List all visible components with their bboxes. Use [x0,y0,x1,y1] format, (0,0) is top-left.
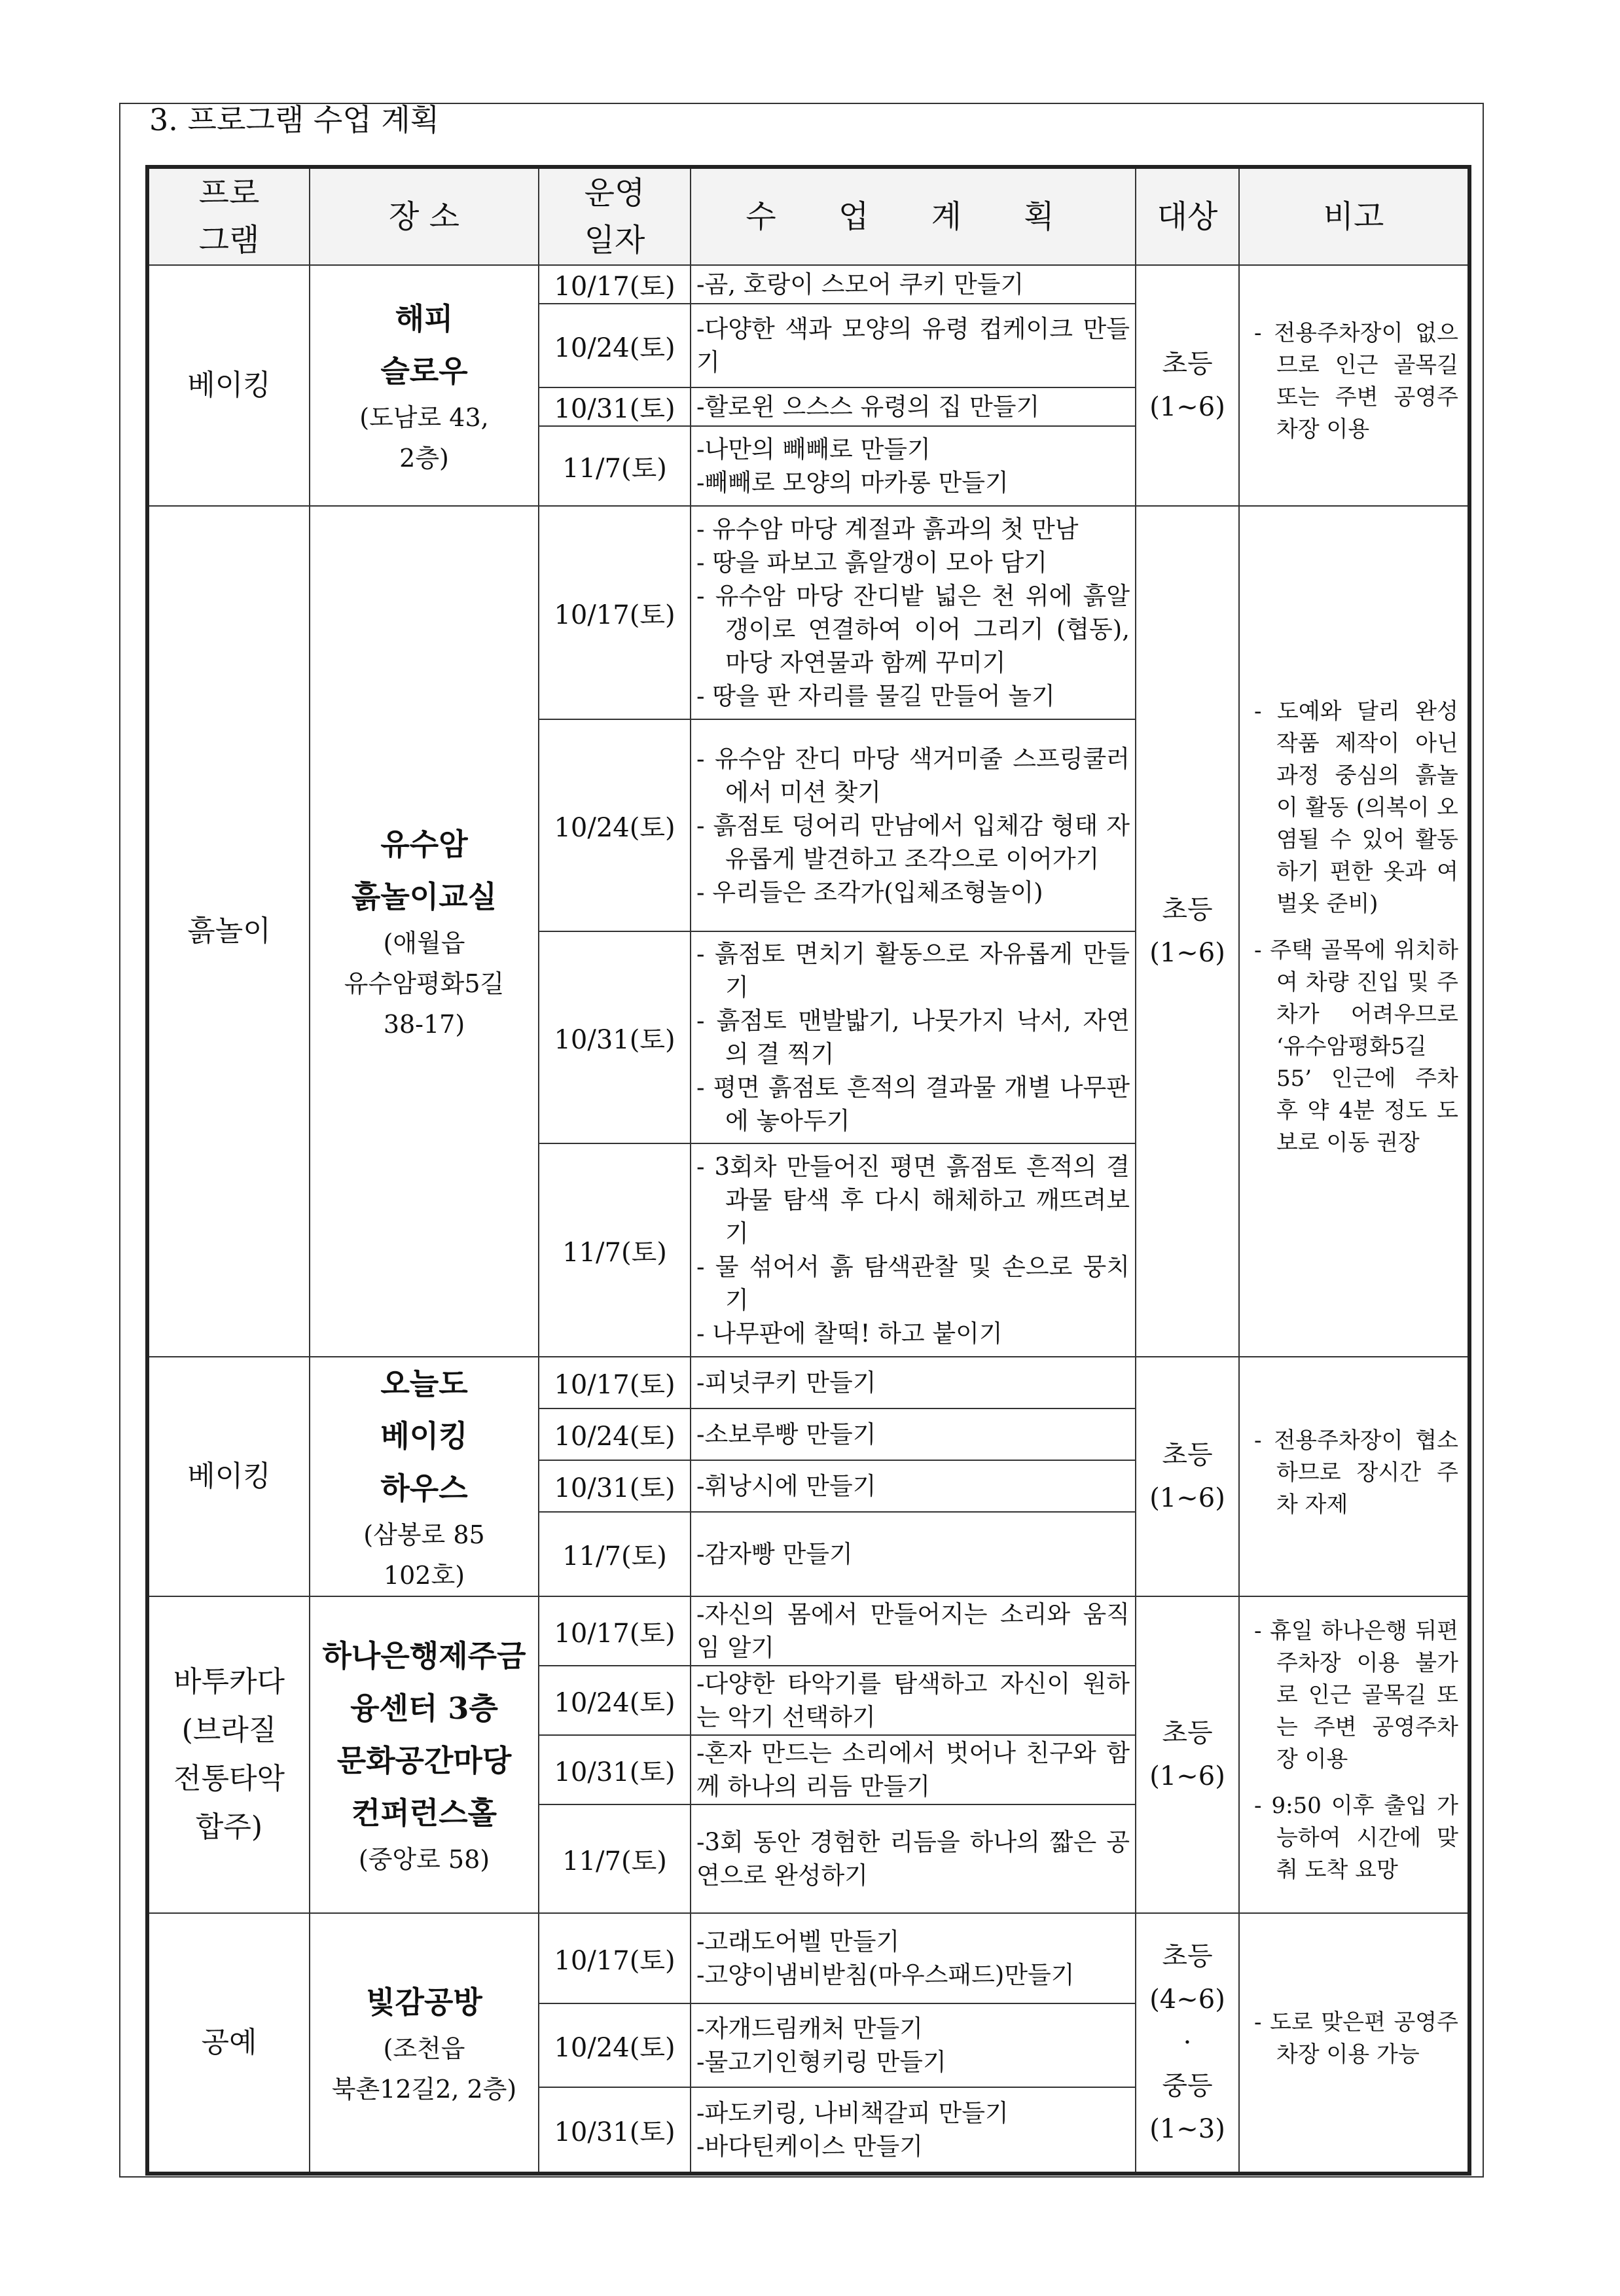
plan-cell: -곰, 호랑이 스모어 쿠키 만들기 [691,265,1136,304]
table-row [147,1596,1469,1666]
header-program: 프로 그램 [147,167,310,265]
date-cell: 10/24(토) [539,719,691,931]
note-cell: - 전용주차장이 협소하므로 장시간 주차 자제 [1239,1357,1469,1596]
plan-cell: -파도키링, 나비책갈피 만들기 -바다틴케이스 만들기 [691,2087,1136,2174]
date-cell: 11/7(토) [539,1804,691,1913]
note-cell: - 도예와 달리 완성 작품 제작이 아닌 과정 중심의 흙놀이 활동 (의복이 오염될 수 있어 활동하기 편한 옷과 여벌옷 준비) - 주택 골목에 위치하여 차량 진입 및 주차가 어려우므로 ‘유수암평화5길 55’ 인근에 주차 후 약 4분 정도 도보로 이동 권장 [1239,506,1469,1357]
program-cell: 공예 [147,1913,310,2174]
target-cell: 초등 (4~6) · 중등 (1~3) [1136,1913,1239,2174]
date-cell: 10/17(토) [539,1913,691,2003]
place-cell: 빛감공방 (조천읍 북촌12길2, 2층) [310,1913,539,2174]
target-cell: 초등 (1~6) [1136,506,1239,1357]
plan-cell: -할로윈 으스스 유령의 집 만들기 [691,387,1136,426]
plan-cell: - 흙점토 면치기 활동으로 자유롭게 만들기 - 흙점토 맨발밟기, 나뭇가지 낙서, 자연의 결 찍기 - 평면 흙점토 흔적의 결과물 개별 나무판에 놓아두기 [691,931,1136,1143]
table-row [147,1913,1469,2003]
target-cell: 초등 (1~6) [1136,1357,1239,1596]
place-cell: 유수암 흙놀이교실 (애월읍 유수암평화5길 38-17) [310,506,539,1357]
date-cell: 10/31(토) [539,387,691,426]
plan-cell: -혼자 만드는 소리에서 벗어나 친구와 함께 하나의 리듬 만들기 [691,1735,1136,1804]
table-row [147,265,1469,304]
header-plan: 수 업 계 획 [691,167,1136,265]
program-cell: 바투카다 (브라질 전통타악 합주) [147,1596,310,1913]
date-cell: 10/31(토) [539,1735,691,1804]
plan-cell: -3회 동안 경험한 리듬을 하나의 짧은 공연으로 완성하기 [691,1804,1136,1913]
date-cell: 10/24(토) [539,1408,691,1460]
note-cell: - 휴일 하나은행 뒤편 주차장 이용 불가로 인근 골목길 또는 주변 공영주차장 이용 - 9:50 이후 출입 가능하여 시간에 맞춰 도착 요망 [1239,1596,1469,1913]
note-cell: - 전용주차장이 없으므로 인근 골목길 또는 주변 공영주차장 이용 [1239,265,1469,506]
plan-cell: -다양한 타악기를 탐색하고 자신이 원하는 악기 선택하기 [691,1666,1136,1735]
date-cell: 10/24(토) [539,1666,691,1735]
program-schedule-table [145,165,1471,2176]
header-date: 운영 일자 [539,167,691,265]
date-cell: 10/17(토) [539,1596,691,1666]
place-cell: 해피 슬로우 (도남로 43, 2층) [310,265,539,506]
program-cell: 흙놀이 [147,506,310,1357]
date-cell: 10/24(토) [539,2003,691,2087]
plan-cell: -피넛쿠키 만들기 [691,1357,1136,1408]
date-cell: 10/17(토) [539,506,691,719]
program-cell: 베이킹 [147,265,310,506]
plan-cell: - 3회차 만들어진 평면 흙점토 흔적의 결과물 탐색 후 다시 해체하고 깨뜨려보기 - 물 섞어서 흙 탐색관찰 및 손으로 뭉치기 - 나무판에 찰떡! 하고 붙이기 [691,1143,1136,1357]
date-cell: 10/31(토) [539,1460,691,1512]
plan-cell: -휘낭시에 만들기 [691,1460,1136,1512]
table-header-row [147,167,1469,265]
plan-cell: -나만의 빼빼로 만들기 -빼빼로 모양의 마카롱 만들기 [691,426,1136,506]
plan-cell: - 유수암 마당 계절과 흙과의 첫 만남 - 땅을 파보고 흙알갱이 모아 담기 - 유수암 마당 잔디밭 넓은 천 위에 흙알갱이로 연결하여 이어 그리기 (협동), 마당 자연물과 함께 꾸미기 - 땅을 판 자리를 물길 만들어 놀기 [691,506,1136,719]
note-cell: - 도로 맞은편 공영주차장 이용 가능 [1239,1913,1469,2174]
date-cell: 10/31(토) [539,931,691,1143]
section-title: 3. 프로그램 수업 계획 [149,102,440,137]
table-row [147,506,1469,719]
plan-cell: - 유수암 잔디 마당 색거미줄 스프링쿨러에서 미션 찾기 - 흙점토 덩어리 만남에서 입체감 형태 자유롭게 발견하고 조각으로 이어가기 - 우리들은 조각가(입체조형놀이) [691,719,1136,931]
header-target: 대상 [1136,167,1239,265]
date-cell: 10/17(토) [539,1357,691,1408]
header-place: 장 소 [310,167,539,265]
date-cell: 11/7(토) [539,1512,691,1596]
date-cell: 11/7(토) [539,426,691,506]
date-cell: 10/31(토) [539,2087,691,2174]
plan-cell: -자신의 몸에서 만들어지는 소리와 움직임 알기 [691,1596,1136,1666]
place-cell: 하나은행제주금 융센터 3층 문화공간마당 컨퍼런스홀 (중앙로 58) [310,1596,539,1913]
plan-cell: -고래도어벨 만들기 -고양이냄비받침(마우스패드)만들기 [691,1913,1136,2003]
date-cell: 10/24(토) [539,304,691,387]
date-cell: 10/17(토) [539,265,691,304]
program-cell: 베이킹 [147,1357,310,1596]
plan-cell: -다양한 색과 모양의 유령 컵케이크 만들기 [691,304,1136,387]
header-note: 비고 [1239,167,1469,265]
place-cell: 오늘도 베이킹 하우스 (삼봉로 85 102호) [310,1357,539,1596]
target-cell: 초등 (1~6) [1136,1596,1239,1913]
plan-cell: -감자빵 만들기 [691,1512,1136,1596]
plan-cell: -자개드림캐처 만들기 -물고기인형키링 만들기 [691,2003,1136,2087]
table-row [147,1357,1469,1408]
plan-cell: -소보루빵 만들기 [691,1408,1136,1460]
target-cell: 초등 (1~6) [1136,265,1239,506]
date-cell: 11/7(토) [539,1143,691,1357]
